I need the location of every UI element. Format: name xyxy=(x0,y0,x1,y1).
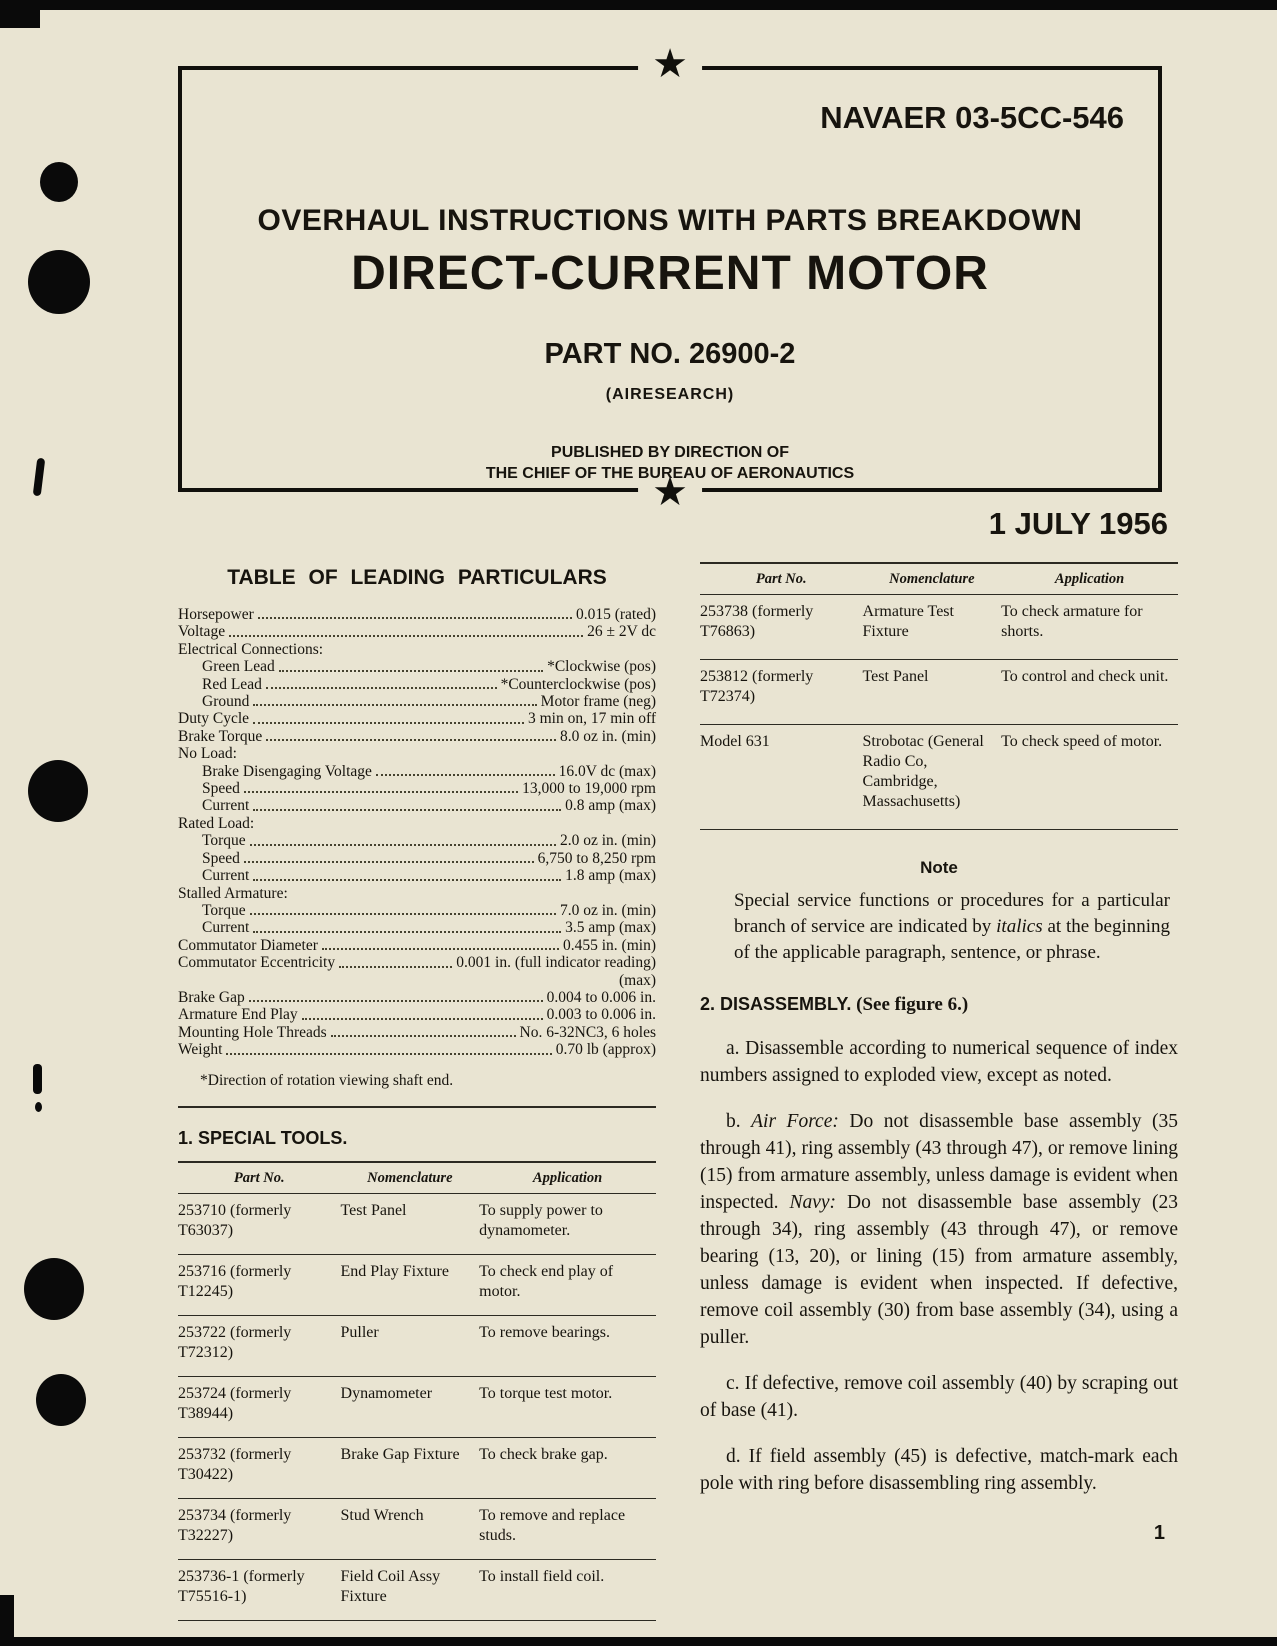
particular-label: Speed xyxy=(202,780,240,798)
leading-particulars-row xyxy=(178,1041,656,1058)
cell-application: To control and check unit. xyxy=(1001,660,1178,725)
particular-label: No Load: xyxy=(178,745,237,763)
section-divider xyxy=(178,1106,656,1108)
publisher-line xyxy=(182,442,1158,484)
cell-application: To torque test motor. xyxy=(479,1376,656,1437)
particular-value: (max) xyxy=(618,971,656,989)
column-header-application: Application xyxy=(479,1162,656,1194)
particular-value: 1.8 amp (max) xyxy=(565,867,656,885)
particular-value: 13,000 to 19,000 rpm xyxy=(522,780,656,798)
punch-hole xyxy=(24,1258,84,1320)
particular-label: Armature End Play xyxy=(178,1006,298,1024)
particular-value: *Clockwise (pos) xyxy=(547,658,656,676)
text-run: b. xyxy=(726,1111,752,1132)
table-row xyxy=(178,1376,656,1437)
cell-application: To check brake gap. xyxy=(479,1437,656,1498)
manufacturer: (AIRESEARCH) xyxy=(605,386,735,403)
dot-leader xyxy=(253,706,524,723)
page-number: 1 xyxy=(1153,1522,1165,1544)
cell-application: To check speed of motor. xyxy=(1001,725,1178,830)
punch-hole xyxy=(28,760,88,822)
dot-leader xyxy=(376,759,555,776)
disassembly-heading-ref: (See figure 6.) xyxy=(851,994,969,1015)
title-block xyxy=(178,41,1162,514)
particular-value: *Counterclockwise (pos) xyxy=(500,675,656,693)
particular-value: Motor frame (neg) xyxy=(540,693,656,711)
particular-label: Brake Torque xyxy=(178,727,263,745)
document-subtitle: OVERHAUL INSTRUCTIONS WITH PARTS BREAKDOWN xyxy=(257,204,1083,237)
dot-leader xyxy=(266,724,556,741)
column-header-part-no: Part No. xyxy=(700,563,863,595)
particular-value: 0.001 in. (full indicator reading) xyxy=(456,954,656,972)
particular-label: Voltage xyxy=(178,623,226,641)
leading-particulars-footnote: *Direction of rotation viewing shaft end. xyxy=(200,1071,454,1089)
right-column xyxy=(700,562,1178,1621)
particular-label: Speed xyxy=(202,849,240,867)
cell-nomenclature: Strobotac (General Radio Co, Cambridge, Massachusetts) xyxy=(863,725,1002,830)
publisher-line-2: THE CHIEF OF THE BUREAU OF AERONAUTICS xyxy=(485,465,855,482)
cell-nomenclature: Test Panel xyxy=(863,660,1002,725)
particular-label: Electrical Connections: xyxy=(178,640,324,658)
dot-leader xyxy=(226,1037,551,1054)
dot-leader xyxy=(258,811,652,828)
punch-hole xyxy=(28,250,90,314)
dot-leader xyxy=(250,828,556,845)
scan-corner-top-left xyxy=(0,0,40,28)
table-header xyxy=(700,563,1178,595)
particular-label: Commutator Diameter xyxy=(178,936,318,954)
particular-label: Current xyxy=(202,797,250,815)
particular-value: 16.0V dc (max) xyxy=(558,762,656,780)
disassembly-heading xyxy=(700,994,1178,1016)
scan-edge-top xyxy=(0,0,1277,10)
cell-nomenclature: Test Panel xyxy=(341,1193,480,1254)
star-icon: ★ xyxy=(638,472,702,512)
dot-leader xyxy=(302,1002,543,1019)
cell-nomenclature: Field Coil Assy Fixture xyxy=(341,1559,480,1620)
dot-leader xyxy=(279,654,543,671)
dot-leader xyxy=(249,985,543,1002)
document-title: DIRECT-CURRENT MOTOR xyxy=(351,247,989,300)
particular-value: 26 ± 2V dc xyxy=(587,623,656,641)
column-header-nomenclature: Nomenclature xyxy=(341,1162,480,1194)
particular-label: Green Lead xyxy=(202,658,275,676)
star-icon: ★ xyxy=(638,44,702,84)
particular-value: 0.8 amp (max) xyxy=(565,797,656,815)
cell-nomenclature: Stud Wrench xyxy=(341,1498,480,1559)
dot-leader xyxy=(253,863,561,880)
paragraph-a: a. Disassemble according to numerical sequence of index numbers assigned to exploded view, except as noted. xyxy=(700,1038,1178,1086)
particular-value: 0.003 to 0.006 in. xyxy=(546,1006,656,1024)
dot-leader xyxy=(322,933,559,950)
cell-part-no: 253732 (formerly T30422) xyxy=(178,1437,341,1498)
cell-part-no: 253736-1 (formerly T75516-1) xyxy=(178,1559,341,1620)
text-run: Do not disassemble base assembly (35 through 41), ring assembly (43 through 47), or remove lining (15) from armature assembly, unless damage is evident when inspected. xyxy=(700,1111,1179,1213)
table-row xyxy=(700,595,1178,660)
cell-nomenclature: Puller xyxy=(341,1315,480,1376)
leading-particulars-row xyxy=(178,954,656,971)
table-row xyxy=(178,1498,656,1559)
cell-nomenclature: Armature Test Fixture xyxy=(863,595,1002,660)
dot-leader xyxy=(250,898,556,915)
scan-mark xyxy=(33,1064,42,1094)
cell-application: To check end play of motor. xyxy=(479,1254,656,1315)
column-header-nomenclature: Nomenclature xyxy=(863,563,1002,595)
punch-hole xyxy=(36,1374,86,1426)
cell-application: To remove and replace studs. xyxy=(479,1498,656,1559)
particular-label: Ground xyxy=(202,693,250,711)
particular-label: Mounting Hole Threads xyxy=(178,1023,327,1041)
part-number: PART NO. 26900-2 xyxy=(544,338,796,370)
cell-part-no: 253722 (formerly T72312) xyxy=(178,1315,341,1376)
particular-label: Horsepower xyxy=(178,606,254,623)
particular-value: No. 6-32NC3, 6 holes xyxy=(519,1023,656,1041)
special-tools-table-continued xyxy=(700,562,1178,830)
scan-mark xyxy=(33,458,46,497)
table-body xyxy=(700,595,1178,830)
particular-value: 0.455 in. (min) xyxy=(563,936,656,954)
cell-part-no: 253734 (formerly T32227) xyxy=(178,1498,341,1559)
dot-leader xyxy=(253,915,561,932)
two-column-body xyxy=(178,562,1178,1621)
table-row xyxy=(178,1254,656,1315)
cell-part-no: 253812 (formerly T72374) xyxy=(700,660,863,725)
column-header-application: Application xyxy=(1001,563,1178,595)
table-header xyxy=(178,1162,656,1194)
cell-application: To check armature for shorts. xyxy=(1001,595,1178,660)
cell-part-no: Model 631 xyxy=(700,725,863,830)
text-run: Do not disassemble base assembly (23 through 34), ring assembly (43 through 47), or remove bearing (13, 20), or lining (15) from armature assembly, unless damage is evident when inspected. If defective, remove coil assembly (30) from base assembly (34), using a puller. xyxy=(700,1192,1179,1348)
particular-value: 0.004 to 0.006 in. xyxy=(546,988,656,1006)
cell-part-no: 253724 (formerly T38944) xyxy=(178,1376,341,1437)
cell-application: To install field coil. xyxy=(479,1559,656,1620)
dot-leader xyxy=(253,689,536,706)
particular-label: Duty Cycle xyxy=(178,710,250,728)
leading-particulars-title: TABLE OF LEADING PARTICULARS xyxy=(227,566,607,589)
dot-leader xyxy=(241,741,652,758)
particular-value: 2.0 oz in. (min) xyxy=(560,832,656,850)
cell-nomenclature: Brake Gap Fixture xyxy=(341,1437,480,1498)
particular-label: Commutator Eccentricity xyxy=(178,954,336,972)
table-row xyxy=(700,660,1178,725)
column-header-part-no: Part No. xyxy=(178,1162,341,1194)
paragraph-d: d. If field assembly (45) is defective, match-mark each pole with ring before disassembling ring assembly. xyxy=(700,1446,1178,1494)
particular-label: Red Lead xyxy=(202,675,262,693)
particular-label: Torque xyxy=(202,832,246,850)
scan-mark xyxy=(35,1102,42,1112)
cell-part-no: 253738 (formerly T76863) xyxy=(700,595,863,660)
special-tools-table xyxy=(178,1161,656,1621)
particular-label: Current xyxy=(202,919,250,937)
dot-leader xyxy=(327,637,652,654)
particular-value: 3.5 amp (max) xyxy=(565,919,656,937)
scan-corner-bottom-left xyxy=(0,1595,14,1639)
particular-value: 3 min on, 17 min off xyxy=(527,710,656,728)
text-run: italics xyxy=(996,916,1043,937)
cell-application: To supply power to dynamometer. xyxy=(479,1193,656,1254)
table-row xyxy=(178,1559,656,1620)
publication-date: 1 JULY 1956 xyxy=(988,506,1168,541)
cell-part-no: 253716 (formerly T12245) xyxy=(178,1254,341,1315)
publisher-line-1: PUBLISHED BY DIRECTION OF xyxy=(551,444,789,461)
particular-label: Stalled Armature: xyxy=(178,884,288,902)
cell-nomenclature: End Play Fixture xyxy=(341,1254,480,1315)
particular-value: 0.70 lb (approx) xyxy=(555,1041,656,1059)
dot-leader xyxy=(253,793,561,810)
dot-leader xyxy=(229,619,583,636)
text-run: Navy: xyxy=(789,1192,837,1213)
punch-hole xyxy=(40,162,78,202)
special-tools-heading: 1. SPECIAL TOOLS. xyxy=(178,1127,348,1148)
disassembly-heading-number: 2. DISASSEMBLY. xyxy=(700,994,852,1014)
particular-label: Weight xyxy=(178,1041,223,1059)
dot-leader xyxy=(244,776,518,793)
particular-label: Brake Gap xyxy=(178,988,245,1006)
particular-value: 6,750 to 8,250 rpm xyxy=(537,849,656,867)
dot-leader xyxy=(266,672,497,689)
text-run: Air Force: xyxy=(751,1111,839,1132)
particular-value: 8.0 oz in. (min) xyxy=(560,727,656,745)
text-run: at the beginning of the applicable paragraph, sentence, or phrase. xyxy=(734,916,1171,963)
particular-label: Torque xyxy=(202,901,246,919)
table-row xyxy=(178,1315,656,1376)
particular-label: Brake Disengaging Voltage xyxy=(202,762,372,780)
dot-leader xyxy=(331,1020,516,1037)
scan-edge-bottom xyxy=(0,1637,1277,1646)
cell-nomenclature: Dynamometer xyxy=(341,1376,480,1437)
table-body xyxy=(178,1193,656,1620)
table-row xyxy=(178,1193,656,1254)
particular-value: 7.0 oz in. (min) xyxy=(560,901,656,919)
note-text xyxy=(734,888,1170,966)
dot-leader xyxy=(339,950,452,967)
paragraph-b xyxy=(700,1108,1178,1351)
table-row xyxy=(178,1437,656,1498)
dot-leader xyxy=(258,602,572,619)
paragraph-c: c. If defective, remove coil assembly (40) by scraping out of base (41). xyxy=(700,1373,1178,1421)
cell-application: To remove bearings. xyxy=(479,1315,656,1376)
left-column xyxy=(178,562,656,1621)
particular-label: Rated Load: xyxy=(178,814,255,832)
text-run: Special service functions or procedures for a particular branch of service are indicated by xyxy=(734,890,1170,937)
leading-particulars-list xyxy=(178,606,656,1059)
dot-leader xyxy=(292,881,652,898)
document-number: NAVAER 03-5CC-546 xyxy=(820,100,1124,135)
note-heading: Note xyxy=(920,858,958,877)
particular-value: 0.015 (rated) xyxy=(575,606,656,623)
table-row xyxy=(700,725,1178,830)
cell-part-no: 253710 (formerly T63037) xyxy=(178,1193,341,1254)
dot-leader xyxy=(244,846,534,863)
particular-label: Current xyxy=(202,867,250,885)
